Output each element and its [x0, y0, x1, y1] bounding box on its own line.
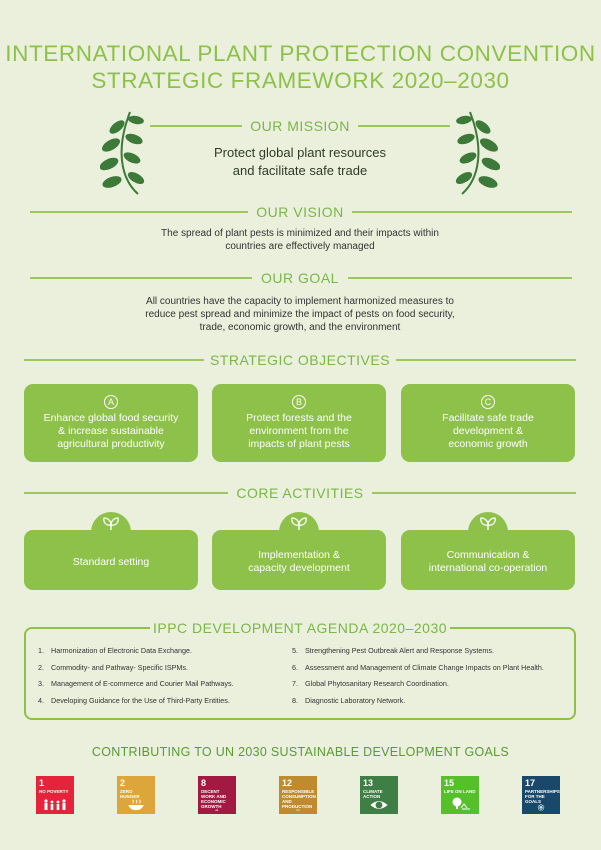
agenda-item-text: Management of E-commerce and Courier Mail Pathways.	[51, 679, 234, 688]
agenda-list-right	[292, 643, 572, 709]
goal-divider-right	[348, 277, 572, 279]
agenda-item-text: Strengthening Pest Outbreak Alert and Response Systems.	[305, 646, 494, 655]
bowl-icon	[125, 799, 147, 811]
sdg-tile-15	[441, 776, 479, 814]
core-3-line-1: Communication &	[446, 549, 530, 561]
sdg-tile-12	[279, 776, 317, 814]
core-card-communication	[401, 530, 575, 590]
agenda-item-number: 3.	[38, 679, 44, 688]
goal-line-2: reduce pest spread and minimize the impact of pests on food security,	[145, 309, 455, 320]
agenda-list-left	[38, 643, 293, 709]
agenda-item-number: 8.	[292, 695, 298, 705]
agenda-item-number: 4.	[38, 695, 44, 705]
title-line-2: STRATEGIC FRAMEWORK 2020–2030	[91, 68, 510, 93]
objectives-heading: STRATEGIC OBJECTIVES	[209, 352, 391, 368]
agenda-item-text: Assessment and Management of Climate Change Impacts on Plant Health.	[305, 662, 544, 672]
mission-divider-right	[358, 125, 450, 127]
objective-card-a	[24, 384, 198, 462]
sdg-number: 2	[120, 778, 126, 788]
core-3-line-2: international co-operation	[428, 562, 548, 574]
objective-c-line-3: economic growth	[448, 438, 528, 450]
infinity-icon	[286, 809, 310, 811]
agenda-item-text: Developing Guidance for the Use of Third-Party Entities.	[51, 695, 230, 705]
partnership-flower-icon	[532, 804, 550, 811]
agenda-heading: IPPC DEVELOPMENT AGENDA 2020–2030	[150, 620, 450, 636]
agenda-item-number: 7.	[292, 679, 298, 688]
tree-icon	[449, 797, 471, 811]
sdg-label: NO POVERTY	[39, 789, 69, 794]
sdg-tile-17	[522, 776, 560, 814]
agenda-item-number: 5.	[292, 646, 298, 655]
sdg-label: CLIMATE ACTION	[363, 789, 383, 799]
agenda-item-text: Diagnostic Laboratory Network.	[305, 695, 406, 705]
agenda-item	[292, 660, 572, 677]
goal-divider-left	[30, 277, 252, 279]
sdg-label: PARTNERSHIPS FOR THE GOALS	[525, 789, 560, 804]
agenda-item	[292, 676, 572, 693]
page-title	[0, 40, 601, 94]
mission-line-1: Protect global plant resources	[214, 145, 386, 160]
growth-chart-icon	[206, 809, 228, 811]
agenda-item	[38, 693, 293, 710]
vision-divider-left	[30, 211, 248, 213]
core-1-line-1: Standard setting	[72, 555, 150, 568]
agenda-item-text: Harmonization of Electronic Data Exchange.	[51, 646, 193, 655]
sdg-tile-13	[360, 776, 398, 814]
title-line-1: INTERNATIONAL PLANT PROTECTION CONVENTION	[5, 41, 596, 66]
goal-statement	[60, 295, 540, 334]
objective-b-line-2: environment from the	[249, 425, 349, 437]
core-card-standard-setting	[24, 530, 198, 590]
sdg-tile-8	[198, 776, 236, 814]
vision-statement	[60, 227, 540, 253]
core-2-line-1: Implementation &	[258, 549, 340, 561]
objective-badge-a: A	[104, 395, 118, 409]
vision-divider-right	[352, 211, 572, 213]
agenda-item-text: Commodity- and Pathway- Specific ISPMs.	[51, 662, 189, 672]
laurel-left-icon	[100, 108, 150, 196]
goal-line-3: trade, economic growth, and the environment	[199, 322, 401, 333]
goal-heading: OUR GOAL	[261, 270, 339, 286]
sdg-number: 1	[39, 778, 45, 788]
agenda-item	[38, 660, 293, 677]
objective-a-line-1: Enhance global food security	[43, 412, 179, 424]
objective-badge-c: C	[481, 395, 495, 409]
mission-divider-left	[150, 125, 242, 127]
core-heading: CORE ACTIVITIES	[236, 485, 364, 501]
objective-b-line-1: Protect forests and the	[246, 412, 352, 424]
sdg-number: 15	[444, 778, 455, 788]
core-card-implementation	[212, 530, 386, 590]
objectives-divider-right	[396, 359, 576, 361]
vision-line-1: The spread of plant pests is minimized and their impacts within	[161, 228, 439, 239]
sdg-label: LIFE ON LAND	[444, 789, 476, 794]
agenda-item	[292, 643, 572, 660]
mission-statement	[150, 144, 450, 180]
sdg-tile-2	[117, 776, 155, 814]
core-2-line-2: capacity development	[248, 562, 350, 574]
agenda-item	[38, 676, 293, 693]
sdg-label: DECENT WORK AND ECONOMIC GROWTH	[201, 789, 227, 809]
family-icon	[43, 799, 67, 811]
objective-badge-b: B	[292, 395, 306, 409]
sdg-number: 13	[363, 778, 374, 788]
earth-eye-icon	[368, 799, 390, 811]
agenda-item	[38, 643, 293, 660]
objectives-divider-left	[24, 359, 204, 361]
agenda-item-number: 2.	[38, 662, 44, 672]
agenda-item-number: 6.	[292, 662, 298, 672]
objective-b-line-3: impacts of plant pests	[248, 438, 350, 450]
goal-line-1: All countries have the capacity to implement harmonized measures to	[146, 296, 454, 307]
agenda-item	[292, 693, 572, 710]
agenda-item-number: 1.	[38, 646, 44, 655]
core-divider-left	[24, 492, 228, 494]
sdg-heading: CONTRIBUTING TO UN 2030 SUSTAINABLE DEVELOPMENT GOALS	[91, 745, 510, 759]
objective-c-line-2: development &	[452, 425, 524, 437]
laurel-right-icon	[450, 108, 500, 196]
agenda-item-text: Global Phytosanitary Research Coordination.	[305, 679, 449, 688]
vision-heading: OUR VISION	[256, 204, 344, 220]
sdg-number: 12	[282, 778, 293, 788]
objective-card-c	[401, 384, 575, 462]
sdg-label: RESPONSIBLE CONSUMPTION AND PRODUCTION	[282, 789, 316, 809]
vision-line-2: countries are effectively managed	[225, 241, 375, 252]
core-divider-right	[372, 492, 576, 494]
objective-card-b	[212, 384, 386, 462]
sdg-tile-1	[36, 776, 74, 814]
sdg-number: 8	[201, 778, 207, 788]
objective-a-line-3: agricultural productivity	[57, 438, 165, 450]
sdg-number: 17	[525, 778, 536, 788]
sdg-label: ZERO HUNGER	[120, 789, 140, 799]
mission-line-2: and facilitate safe trade	[232, 163, 368, 178]
objective-a-line-2: & increase sustainable	[58, 425, 164, 437]
mission-heading: OUR MISSION	[250, 118, 350, 134]
objective-c-line-1: Facilitate safe trade	[442, 412, 534, 424]
